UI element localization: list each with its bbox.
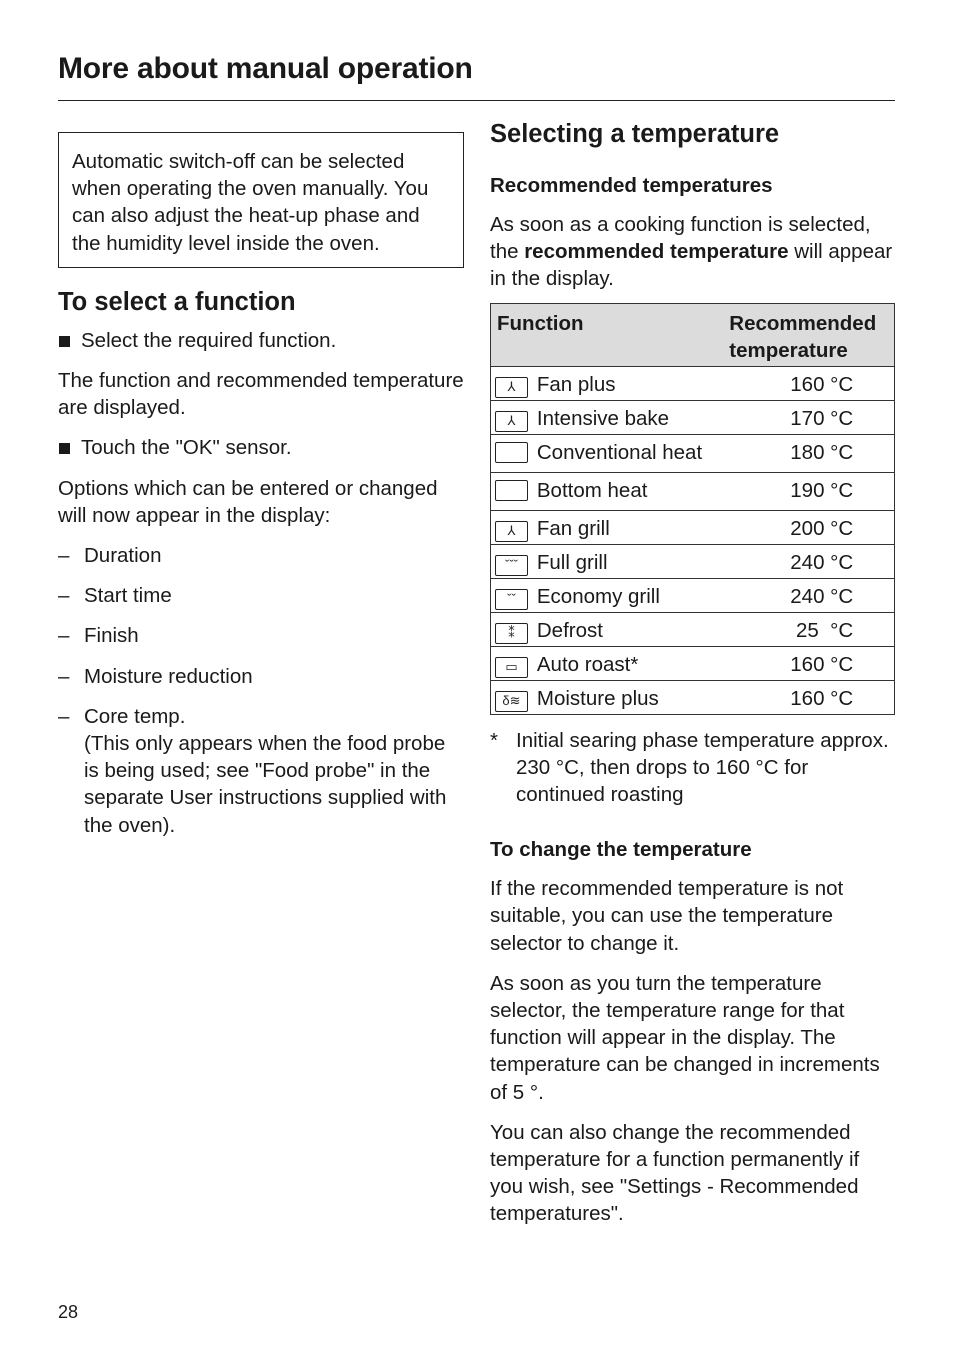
function-name: Economy grill bbox=[537, 578, 729, 612]
option-item: – Finish bbox=[58, 622, 464, 649]
function-name: Defrost bbox=[537, 612, 729, 646]
dash-marker: – bbox=[58, 704, 70, 728]
bullet-square-icon bbox=[59, 336, 70, 347]
footnote-marker: * bbox=[490, 728, 498, 752]
recommended-temp: 180 °C bbox=[729, 434, 894, 472]
function-name: Bottom heat bbox=[537, 472, 729, 510]
selecting-temperature-heading: Selecting a temperature bbox=[490, 120, 780, 148]
table-row bbox=[491, 680, 895, 714]
step-text: Select the required function. bbox=[81, 328, 337, 352]
step-touch-ok bbox=[58, 434, 464, 461]
table-row bbox=[491, 510, 895, 544]
function-name: Auto roast* bbox=[537, 646, 729, 680]
function-name: Moisture plus bbox=[537, 680, 729, 714]
notice-box: Automatic switch-off can be selected when operating the oven manually. You can also adjust the heat-up phase and the humidity level inside the oven. bbox=[58, 132, 464, 268]
table-row bbox=[491, 578, 895, 612]
recommended-temp: 160 °C bbox=[729, 366, 894, 400]
table-row bbox=[491, 612, 895, 646]
function-name: Fan plus bbox=[537, 366, 729, 400]
full-grill-icon: ˇˇˇ bbox=[495, 555, 528, 576]
function-displayed-text: The function and recommended temperature are displayed. bbox=[58, 369, 464, 420]
table-row bbox=[491, 544, 895, 578]
option-item: – Core temp. (This only appears when the food probe is being used; see "Food probe" in the separate User instructions supplied with the oven). bbox=[58, 704, 447, 837]
option-item: – Moisture reduction bbox=[58, 663, 464, 690]
recommended-temperature-table bbox=[490, 303, 895, 715]
function-name: Fan grill bbox=[537, 510, 729, 544]
table-row bbox=[491, 366, 895, 400]
bullet-square-icon bbox=[59, 443, 70, 454]
recommended-temp: 25 °C bbox=[729, 612, 894, 646]
fan-plus-icon: ⅄ bbox=[495, 377, 528, 398]
moisture-plus-icon: δ≋ bbox=[495, 691, 528, 712]
dash-marker: – bbox=[58, 624, 70, 648]
recommended-temperatures-subheading: Recommended temperatures bbox=[490, 174, 773, 197]
dash-marker: – bbox=[58, 544, 70, 568]
table-row bbox=[491, 646, 895, 680]
page-title: More about manual operation bbox=[58, 52, 473, 85]
right-column bbox=[490, 118, 895, 1228]
fan-grill-icon: ⅄ bbox=[495, 521, 528, 542]
dash-marker: – bbox=[58, 664, 70, 688]
function-name: Intensive bake bbox=[537, 400, 729, 434]
recommended-temp: 190 °C bbox=[729, 472, 894, 510]
table-row bbox=[491, 472, 895, 510]
step-text: Touch the "OK" sensor. bbox=[81, 436, 292, 460]
core-temp-note: (This only appears when the food probe is being used; see "Food probe" in the separate User instructions supplied with the oven). bbox=[84, 732, 447, 837]
defrost-icon: ⁑ bbox=[495, 623, 528, 644]
recommended-temp: 240 °C bbox=[729, 578, 894, 612]
option-item: – Start time bbox=[58, 582, 464, 609]
change-temp-para-3: You can also change the recommended temperature for a function permanently if you wish, see "Settings - Recommended temperatures". bbox=[490, 1120, 860, 1226]
auto-roast-icon: ▭ bbox=[495, 657, 528, 678]
recommended-temp: 170 °C bbox=[729, 400, 894, 434]
step-select-function bbox=[58, 327, 464, 354]
page-number: 28 bbox=[58, 1302, 79, 1322]
change-temperature-subheading: To change the temperature bbox=[490, 838, 752, 862]
economy-grill-icon: ˇˇ bbox=[495, 589, 528, 610]
recommended-temp: 240 °C bbox=[729, 544, 894, 578]
function-name: Full grill bbox=[537, 544, 729, 578]
recommended-temp: 200 °C bbox=[729, 510, 894, 544]
conventional-heat-icon bbox=[495, 442, 528, 463]
intensive-bake-icon: ⅄ bbox=[495, 411, 528, 432]
recommended-temp: 160 °C bbox=[729, 680, 894, 714]
change-temp-para-2: As soon as you turn the temperature selector, the temperature range for that function will appear in the display. The temperature can be changed in increments of 5 °. bbox=[490, 971, 880, 1104]
table-header-row bbox=[491, 303, 895, 366]
table-row bbox=[491, 434, 895, 472]
dash-marker: – bbox=[58, 584, 70, 608]
bottom-heat-icon bbox=[495, 480, 528, 501]
change-temp-para-1: If the recommended temperature is not suitable, you can use the temperature selector to change it. bbox=[490, 877, 844, 955]
column-header-temperature: Recommended temperature bbox=[729, 303, 894, 366]
select-function-heading: To select a function bbox=[58, 287, 296, 316]
function-name: Conventional heat bbox=[537, 434, 729, 472]
table-row bbox=[491, 400, 895, 434]
recommended-intro-text: As soon as a cooking function is selected, the recommended temperature will appear in the display. bbox=[490, 213, 893, 291]
title-divider bbox=[58, 100, 895, 101]
column-header-function: Function bbox=[491, 303, 730, 366]
table-footnote: * Initial searing phase temperature approx. 230 °C, then drops to 160 °C for continued roasting bbox=[490, 727, 895, 809]
options-intro-text: Options which can be entered or changed will now appear in the display: bbox=[58, 476, 438, 527]
option-item: – Duration bbox=[58, 542, 464, 569]
left-column bbox=[58, 132, 464, 839]
recommended-temp: 160 °C bbox=[729, 646, 894, 680]
